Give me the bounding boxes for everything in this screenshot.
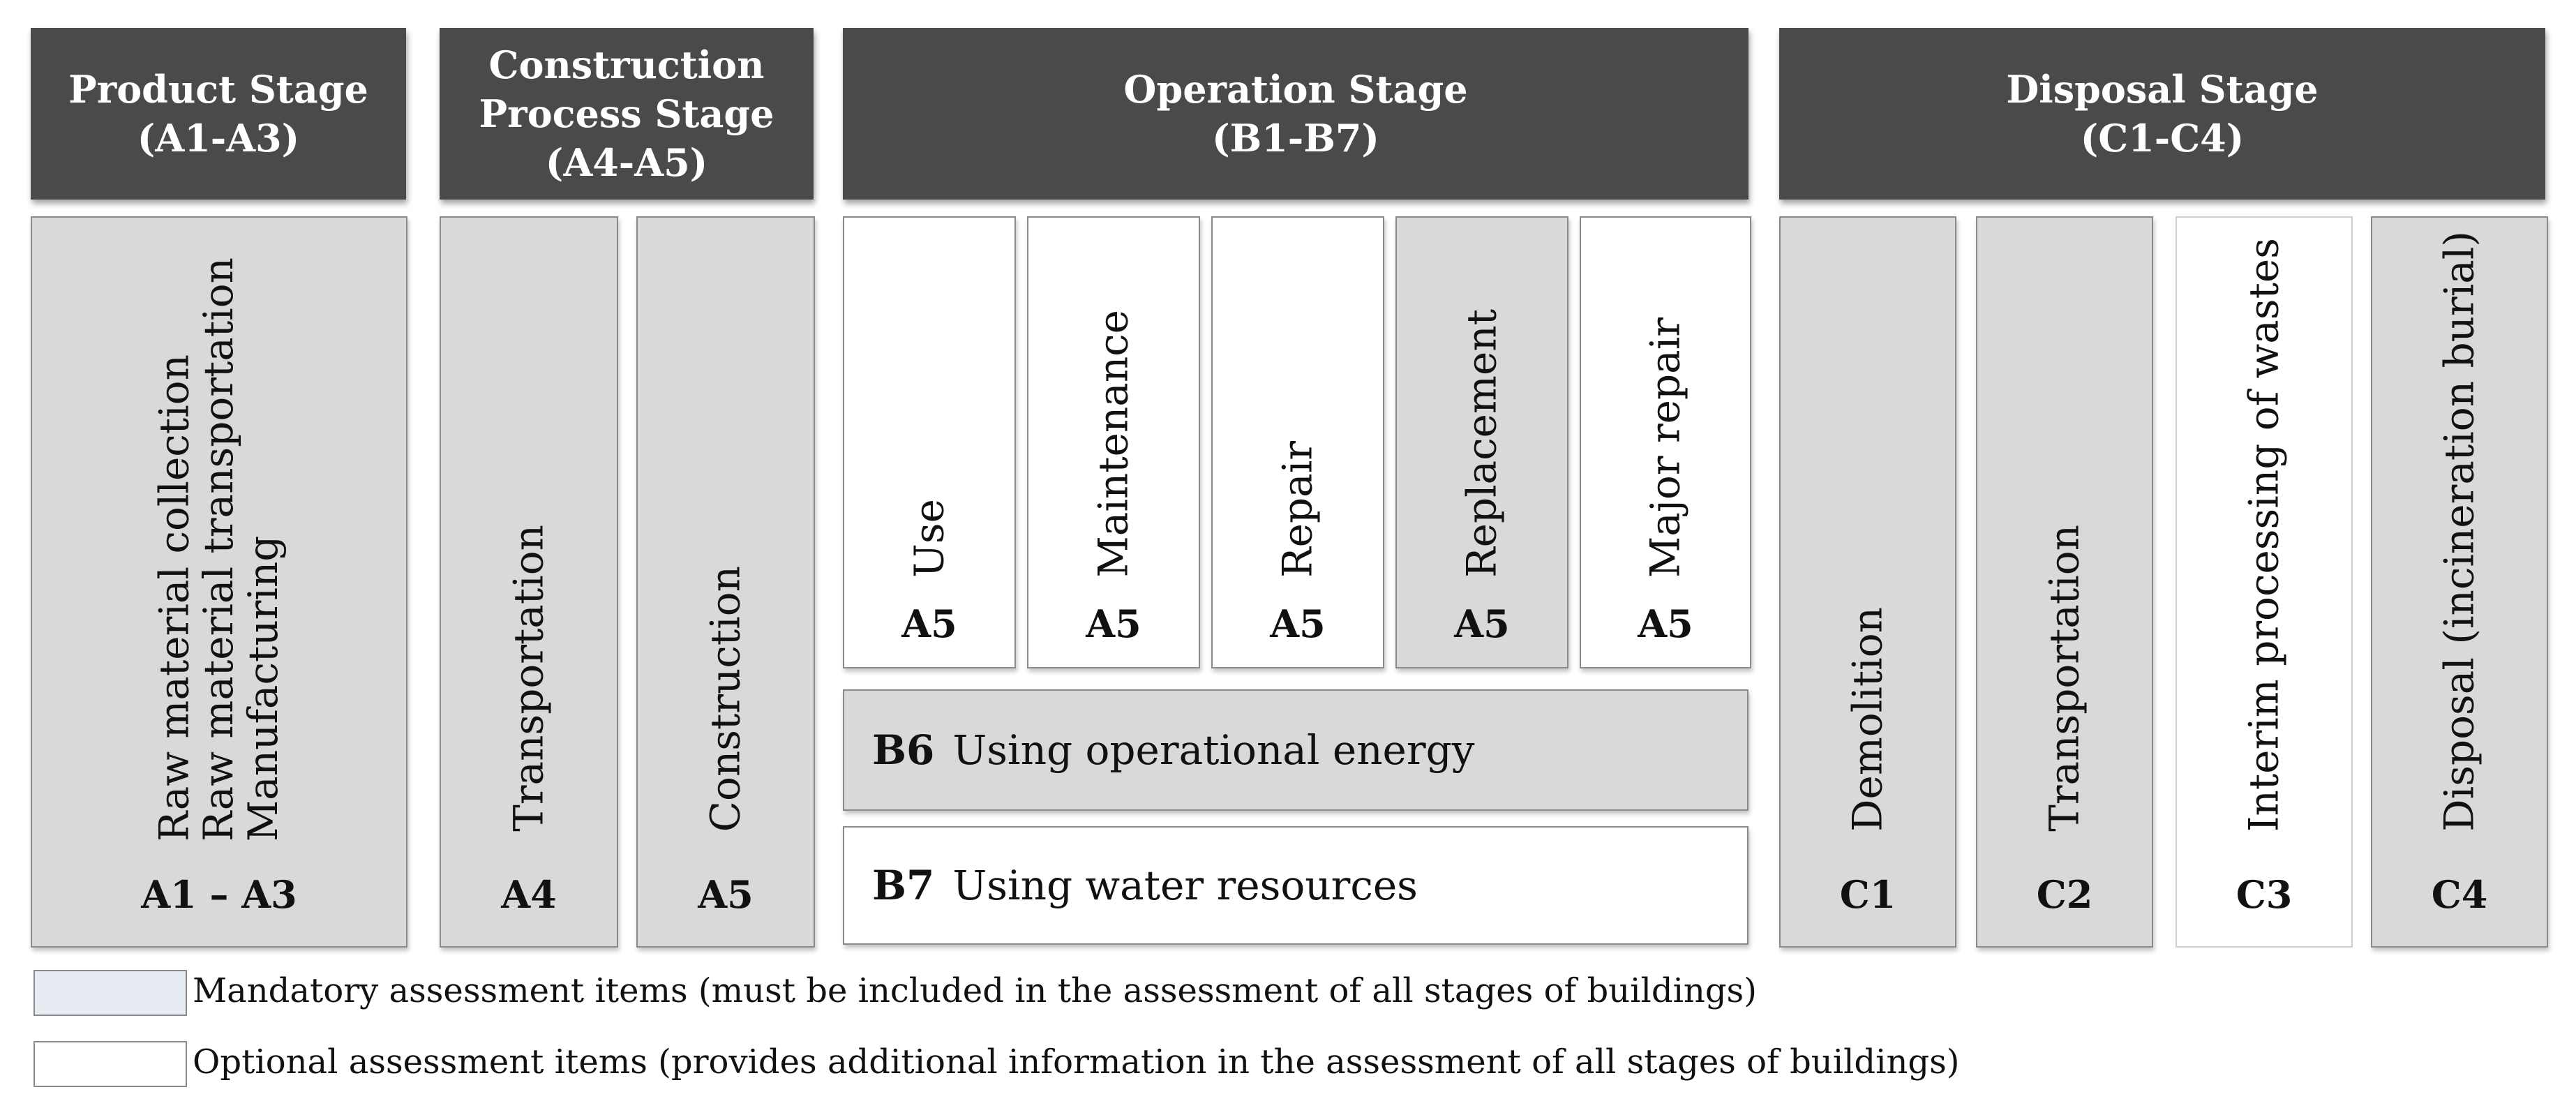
- operation-item-replacement: [1395, 216, 1568, 668]
- disposal-item-interim-processing: [2176, 216, 2353, 948]
- b7-code: B7: [872, 862, 935, 909]
- b6-code: B6: [872, 726, 935, 774]
- operation-item-label: Repair: [1273, 441, 1321, 578]
- disposal-item-code: C2: [2036, 872, 2093, 917]
- b7-label: Using water resources: [952, 862, 1418, 909]
- disposal-item-code: C1: [1839, 872, 1896, 917]
- disposal-item-code: C4: [2431, 872, 2488, 917]
- operation-item-use: [843, 216, 1016, 668]
- disposal-item-label: Demolition: [1843, 607, 1892, 832]
- construction-item-label: Transportation: [504, 525, 553, 832]
- operation-item-label: Maintenance: [1089, 310, 1137, 578]
- operation-item-label: Use: [905, 499, 953, 578]
- header-construction-stage: Construction Process Stage (A4-A5): [440, 28, 814, 200]
- construction-item-transportation: [440, 216, 618, 948]
- disposal-item-label: Transportation: [2040, 525, 2088, 832]
- disposal-item-demolition: [1779, 216, 1956, 948]
- construction-item-label: Construction: [701, 565, 749, 832]
- product-stage-items: [152, 257, 285, 841]
- operation-item-code: A5: [1270, 601, 1326, 646]
- construction-item-code: A4: [501, 872, 557, 917]
- operation-b7-row: [843, 826, 1748, 945]
- operation-item-code: A5: [901, 601, 957, 646]
- disposal-item-transportation: [1976, 216, 2153, 948]
- operation-item-code: A5: [1638, 601, 1693, 646]
- operation-item-maintenance: [1027, 216, 1200, 668]
- operation-item-label: Major repair: [1641, 317, 1689, 578]
- operation-b6-row: [843, 689, 1748, 811]
- operation-item-code: A5: [1454, 601, 1510, 646]
- header-product-stage: Product Stage (A1-A3): [31, 28, 406, 200]
- b6-label: Using operational energy: [952, 726, 1475, 774]
- operation-item-code: A5: [1086, 601, 1141, 646]
- disposal-item-label: Disposal (incineration burial): [2435, 231, 2483, 832]
- product-stage-box: [31, 216, 407, 948]
- legend-optional-text: Optional assessment items (provides additional information in the assessment of all stages of buildings): [193, 1042, 1960, 1082]
- construction-item-construction: [636, 216, 815, 948]
- product-stage-code: A1 – A3: [141, 872, 297, 917]
- product-item-manufacturing: Manufacturing: [239, 535, 287, 841]
- disposal-item-code: C3: [2236, 872, 2293, 917]
- product-item-raw-transportation: Raw material transportation: [195, 257, 243, 841]
- legend-mandatory-text: Mandatory assessment items (must be included in the assessment of all stages of buildings): [193, 971, 1757, 1010]
- product-item-raw-collection: Raw material collection: [150, 354, 198, 841]
- operation-item-major-repair: [1580, 216, 1751, 668]
- legend-mandatory-swatch: [33, 970, 187, 1016]
- construction-item-code: A5: [698, 872, 754, 917]
- header-operation-stage: Operation Stage (B1-B7): [843, 28, 1748, 200]
- disposal-item-label: Interim processing of wastes: [2240, 237, 2288, 832]
- disposal-item-disposal: [2371, 216, 2548, 948]
- header-disposal-stage: Disposal Stage (C1-C4): [1779, 28, 2545, 200]
- operation-item-label: Replacement: [1458, 308, 1506, 578]
- legend-optional-swatch: [33, 1041, 187, 1087]
- operation-item-repair: [1211, 216, 1384, 668]
